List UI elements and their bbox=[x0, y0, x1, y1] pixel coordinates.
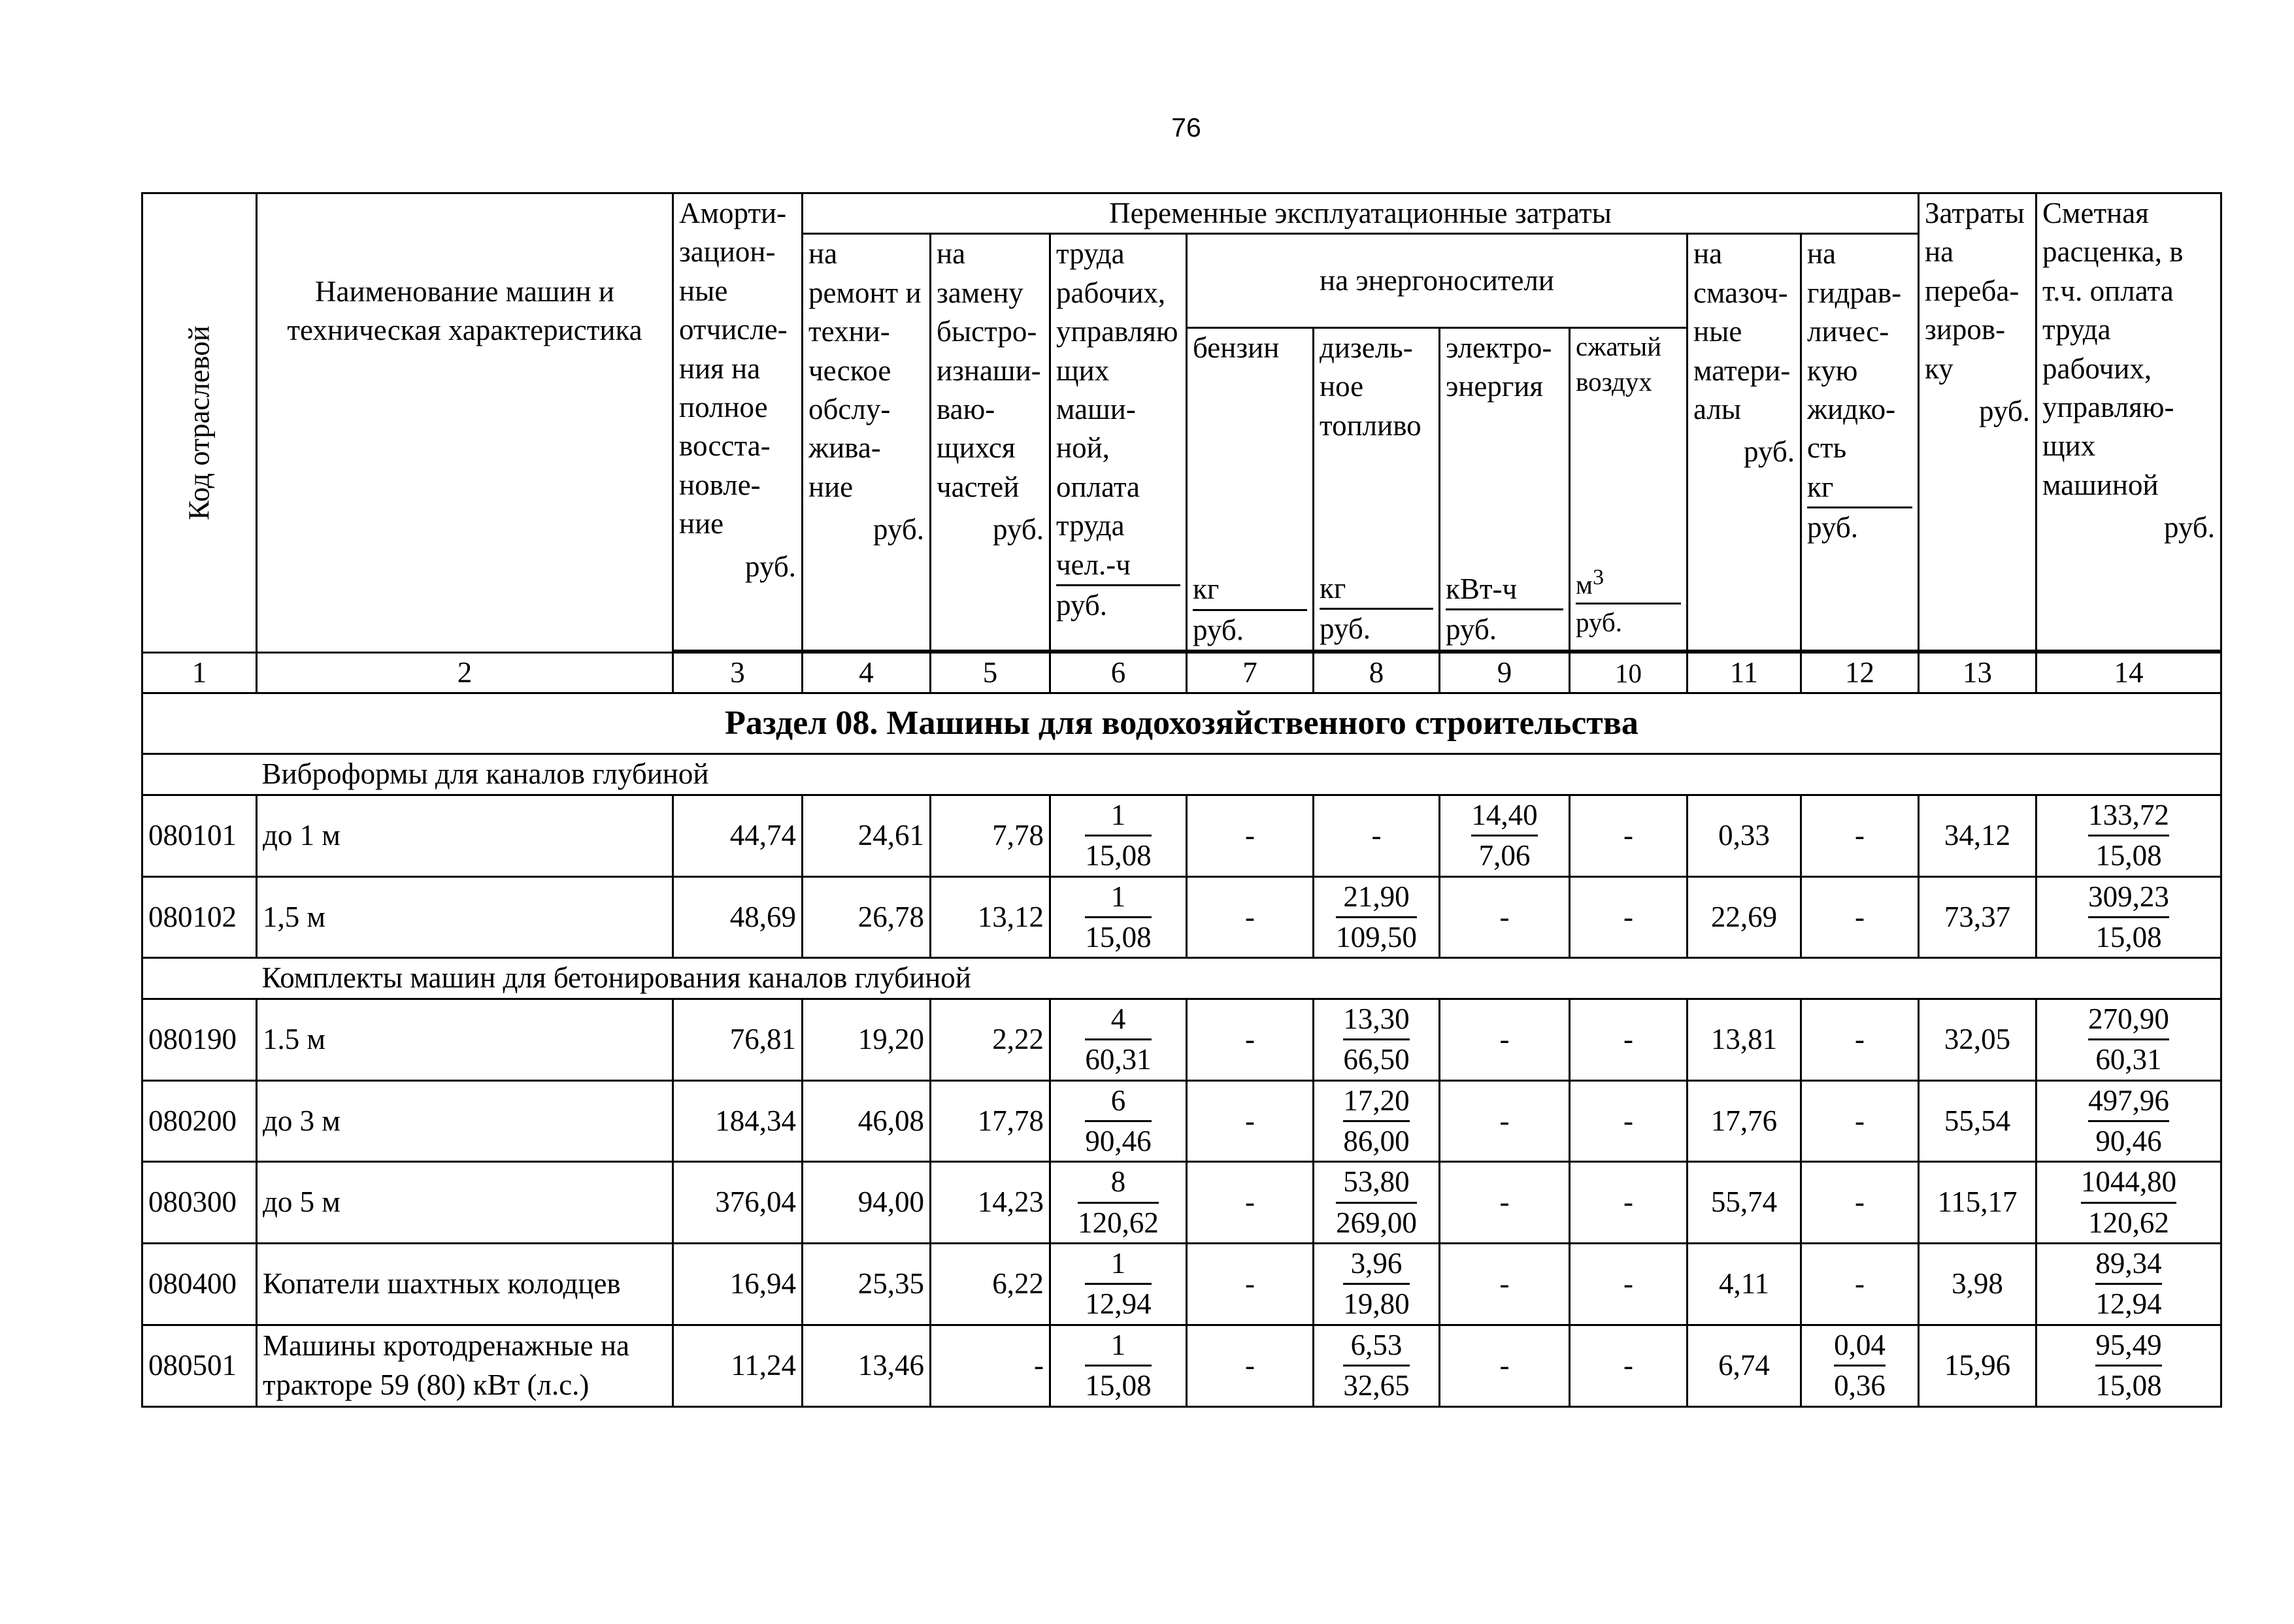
table-row bbox=[142, 876, 2221, 958]
cell-c6: $\frac{1}{15,08}$ bbox=[1050, 876, 1187, 958]
row-name: до 5 м bbox=[257, 1162, 673, 1244]
column-number: 14 bbox=[2036, 653, 2221, 693]
header-petrol: бензин кг руб. bbox=[1187, 327, 1314, 650]
cell-c8: $\frac{17,20}{86,00}$ bbox=[1314, 1080, 1440, 1162]
section-title: Раздел 08. Машины для водохозяйственного строительства bbox=[142, 693, 2221, 754]
cell-c10: - bbox=[1570, 876, 1687, 958]
cell-c7: - bbox=[1187, 1080, 1314, 1162]
table-row bbox=[142, 1244, 2221, 1325]
cell-c14: $\frac{270,90}{60,31}$ bbox=[2036, 999, 2221, 1080]
column-number: 4 bbox=[803, 653, 931, 693]
header-electricity: электро-энергия кВт-ч руб. bbox=[1440, 327, 1570, 650]
row-name: 1.5 м bbox=[257, 999, 673, 1080]
cell-c8: $\frac{13,30}{66,50}$ bbox=[1314, 999, 1440, 1080]
cell-c4: 25,35 bbox=[803, 1244, 931, 1325]
cell-c6: $\frac{4}{60,31}$ bbox=[1050, 999, 1187, 1080]
cell-c13: 15,96 bbox=[1919, 1325, 2036, 1406]
cell-c9: - bbox=[1440, 876, 1570, 958]
group-title: Комплекты машин для бетонирования каналов глубиной bbox=[257, 958, 2221, 999]
machine-rates-table bbox=[141, 192, 2222, 1408]
header-hydraulic: на гидрав-личес-кую жидко-сть кг руб. bbox=[1801, 234, 1919, 651]
cell-c12: - bbox=[1801, 1162, 1919, 1244]
cell-c6: $\frac{1}{15,08}$ bbox=[1050, 1325, 1187, 1406]
cell-c4: 26,78 bbox=[803, 876, 931, 958]
cell-c4: 24,61 bbox=[803, 795, 931, 876]
cell-c13: 115,17 bbox=[1919, 1162, 2036, 1244]
header-air: сжатый воздух $м^3$ руб. bbox=[1570, 327, 1687, 650]
row-code: 080400 bbox=[142, 1244, 257, 1325]
header-amortization: Аморти-зацион-ные отчисле-ния на полное восста-новле-ние руб. bbox=[673, 193, 803, 651]
cell-c3: 11,24 bbox=[673, 1325, 803, 1406]
header-diesel: дизель-ное топливо кг руб. bbox=[1314, 327, 1440, 650]
cell-c4: 19,20 bbox=[803, 999, 931, 1080]
row-name: 1,5 м bbox=[257, 876, 673, 958]
cell-c11: 22,69 bbox=[1687, 876, 1801, 958]
cell-c9: - bbox=[1440, 1162, 1570, 1244]
cell-c10: - bbox=[1570, 1244, 1687, 1325]
column-number: 7 bbox=[1187, 653, 1314, 693]
cell-c7: - bbox=[1187, 795, 1314, 876]
header-parts: на замену быстро-изнаши-ваю-щихся частей руб. bbox=[931, 234, 1050, 651]
row-code: 080102 bbox=[142, 876, 257, 958]
row-code: 080190 bbox=[142, 999, 257, 1080]
cell-c9: - bbox=[1440, 1080, 1570, 1162]
row-name: Копатели шахтных колодцев bbox=[257, 1244, 673, 1325]
cell-c13: 73,37 bbox=[1919, 876, 2036, 958]
table-row bbox=[142, 1162, 2221, 1244]
table-row bbox=[142, 795, 2221, 876]
table-row bbox=[142, 999, 2221, 1080]
cell-c7: - bbox=[1187, 999, 1314, 1080]
column-number: 5 bbox=[931, 653, 1050, 693]
row-code: 080101 bbox=[142, 795, 257, 876]
column-number: 12 bbox=[1801, 653, 1919, 693]
cell-c10: - bbox=[1570, 1162, 1687, 1244]
cell-c14: $\frac{497,96}{90,46}$ bbox=[2036, 1080, 2221, 1162]
cell-c12: - bbox=[1801, 795, 1919, 876]
cell-c13: 55,54 bbox=[1919, 1080, 2036, 1162]
table-row bbox=[142, 1080, 2221, 1162]
cell-c3: 16,94 bbox=[673, 1244, 803, 1325]
cell-c11: 17,76 bbox=[1687, 1080, 1801, 1162]
cell-c8: $\frac{53,80}{269,00}$ bbox=[1314, 1162, 1440, 1244]
cell-c7: - bbox=[1187, 1244, 1314, 1325]
header-code: Код отраслевой bbox=[142, 193, 257, 653]
group-title: Виброформы для каналов глубиной bbox=[257, 754, 2221, 795]
header-name: Наименование машин и техническая характеристика bbox=[257, 193, 673, 653]
cell-c11: 6,74 bbox=[1687, 1325, 1801, 1406]
cell-c5: 17,78 bbox=[931, 1080, 1050, 1162]
cell-c11: 13,81 bbox=[1687, 999, 1801, 1080]
cell-c6: $\frac{1}{15,08}$ bbox=[1050, 795, 1187, 876]
cell-c14: $\frac{133,72}{15,08}$ bbox=[2036, 795, 2221, 876]
header-variable-costs: Переменные эксплуатационные затраты bbox=[803, 193, 1919, 234]
cell-c14: $\frac{1044,80}{120,62}$ bbox=[2036, 1162, 2221, 1244]
table-row bbox=[142, 1325, 2221, 1406]
header-energy: на энергоносители bbox=[1187, 234, 1687, 327]
cell-c11: 0,33 bbox=[1687, 795, 1801, 876]
cell-c3: 48,69 bbox=[673, 876, 803, 958]
cell-c8: $\frac{6,53}{32,65}$ bbox=[1314, 1325, 1440, 1406]
header-repair: на ремонт и техни-ческое обслу-жива-ние руб. bbox=[803, 234, 931, 651]
column-number-row bbox=[142, 653, 2221, 693]
group-spacer bbox=[142, 958, 257, 999]
cell-c4: 46,08 bbox=[803, 1080, 931, 1162]
column-number: 1 bbox=[142, 653, 257, 693]
cell-c5: 14,23 bbox=[931, 1162, 1050, 1244]
cell-c10: - bbox=[1570, 795, 1687, 876]
cell-c9: - bbox=[1440, 999, 1570, 1080]
row-code: 080300 bbox=[142, 1162, 257, 1244]
cell-c9: $\frac{14,40}{7,06}$ bbox=[1440, 795, 1570, 876]
column-number: 8 bbox=[1314, 653, 1440, 693]
row-name: до 1 м bbox=[257, 795, 673, 876]
cell-c11: 55,74 bbox=[1687, 1162, 1801, 1244]
cell-c14: $\frac{95,49}{15,08}$ bbox=[2036, 1325, 2221, 1406]
cell-c3: 76,81 bbox=[673, 999, 803, 1080]
header-labor: труда рабочих, управляю щих маши-ной, оплата труда чел.-ч руб. bbox=[1050, 234, 1187, 651]
cell-c13: 32,05 bbox=[1919, 999, 2036, 1080]
cell-c7: - bbox=[1187, 876, 1314, 958]
cell-c12: $\frac{0,04}{0,36}$ bbox=[1801, 1325, 1919, 1406]
cell-c3: 376,04 bbox=[673, 1162, 803, 1244]
column-number: 11 bbox=[1687, 653, 1801, 693]
cell-c8: $\frac{3,96}{19,80}$ bbox=[1314, 1244, 1440, 1325]
column-number: 2 bbox=[257, 653, 673, 693]
cell-c5: 7,78 bbox=[931, 795, 1050, 876]
cell-c7: - bbox=[1187, 1162, 1314, 1244]
cell-c13: 34,12 bbox=[1919, 795, 2036, 876]
cell-c6: $\frac{8}{120,62}$ bbox=[1050, 1162, 1187, 1244]
cell-c12: - bbox=[1801, 999, 1919, 1080]
row-name: Машины кротодренажные на тракторе 59 (80) кВт (л.с.) bbox=[257, 1325, 673, 1406]
group-spacer bbox=[142, 754, 257, 795]
header-estimate: Сметная расценка, в т.ч. оплата труда рабочих, управляю-щих машиной руб. bbox=[2036, 193, 2221, 651]
cell-c9: - bbox=[1440, 1244, 1570, 1325]
column-number: 10 bbox=[1570, 653, 1687, 693]
cell-c3: 44,74 bbox=[673, 795, 803, 876]
cell-c8: - bbox=[1314, 795, 1440, 876]
cell-c5: 13,12 bbox=[931, 876, 1050, 958]
cell-c14: $\frac{89,34}{12,94}$ bbox=[2036, 1244, 2221, 1325]
cell-c13: 3,98 bbox=[1919, 1244, 2036, 1325]
cell-c12: - bbox=[1801, 1244, 1919, 1325]
cell-c4: 94,00 bbox=[803, 1162, 931, 1244]
cell-c4: 13,46 bbox=[803, 1325, 931, 1406]
column-number: 3 bbox=[673, 653, 803, 693]
column-number: 9 bbox=[1440, 653, 1570, 693]
cell-c3: 184,34 bbox=[673, 1080, 803, 1162]
row-code: 080501 bbox=[142, 1325, 257, 1406]
cell-c5: 6,22 bbox=[931, 1244, 1050, 1325]
cell-c10: - bbox=[1570, 1325, 1687, 1406]
cell-c12: - bbox=[1801, 876, 1919, 958]
cell-c6: $\frac{6}{90,46}$ bbox=[1050, 1080, 1187, 1162]
cell-c8: $\frac{21,90}{109,50}$ bbox=[1314, 876, 1440, 958]
cell-c7: - bbox=[1187, 1325, 1314, 1406]
cell-c11: 4,11 bbox=[1687, 1244, 1801, 1325]
column-number: 6 bbox=[1050, 653, 1187, 693]
header-lubricants: на смазоч-ные матери-алы руб. bbox=[1687, 234, 1801, 651]
header-rebasing: Затраты на переба-зиров-ку руб. bbox=[1919, 193, 2036, 651]
cell-c10: - bbox=[1570, 999, 1687, 1080]
cell-c12: - bbox=[1801, 1080, 1919, 1162]
cell-c14: $\frac{309,23}{15,08}$ bbox=[2036, 876, 2221, 958]
cell-c5: 2,22 bbox=[931, 999, 1050, 1080]
cell-c6: $\frac{1}{12,94}$ bbox=[1050, 1244, 1187, 1325]
cell-c9: - bbox=[1440, 1325, 1570, 1406]
row-name: до 3 м bbox=[257, 1080, 673, 1162]
cell-c10: - bbox=[1570, 1080, 1687, 1162]
row-code: 080200 bbox=[142, 1080, 257, 1162]
page-number: 76 bbox=[1171, 112, 1201, 142]
cell-c5: - bbox=[931, 1325, 1050, 1406]
column-number: 13 bbox=[1919, 653, 2036, 693]
